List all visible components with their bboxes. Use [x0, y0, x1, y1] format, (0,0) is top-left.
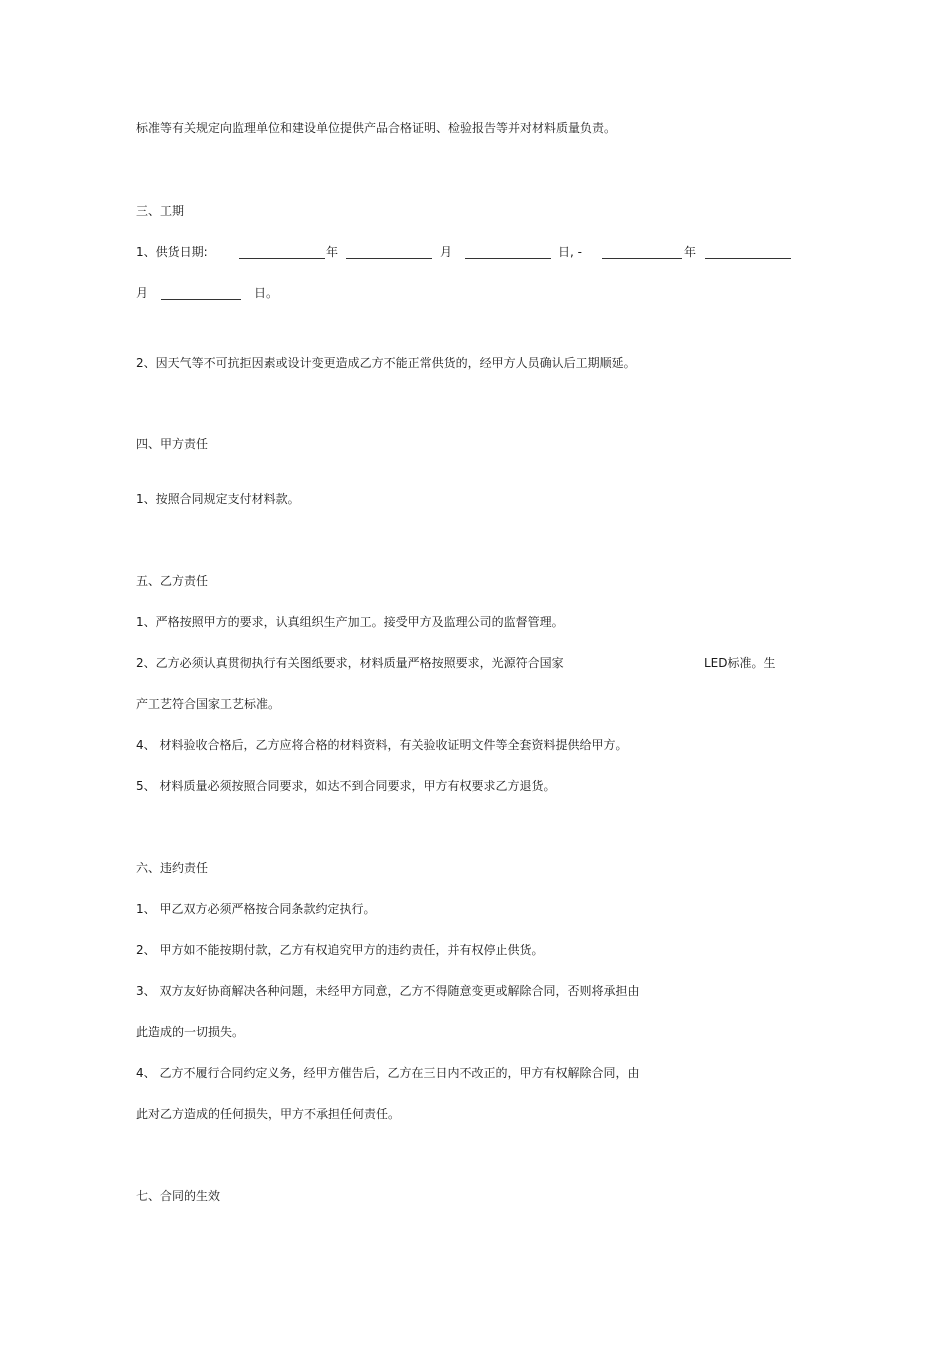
section5-item2-cont: 产工艺符合国家工艺标准。 — [136, 697, 281, 711]
year-label-1: 年 — [326, 245, 339, 259]
section6-item1: 1、 甲乙双方必须严格按合同条款约定执行。 — [136, 902, 376, 916]
blank-year-2 — [602, 258, 682, 259]
section5-item2-led: LED标准。生 — [704, 656, 776, 670]
section4-heading: 四、甲方责任 — [136, 437, 209, 451]
section3-heading: 三、工期 — [136, 204, 185, 218]
blank-year-1 — [239, 258, 325, 259]
year-label-2: 年 — [684, 245, 697, 259]
intro-line: 标准等有关规定向监理单位和建设单位提供产品合格证明、检验报告等并对材料质量负责。 — [136, 121, 617, 135]
section6-item2: 2、 甲方如不能按期付款，乙方有权追究甲方的违约责任，并有权停止供货。 — [136, 943, 544, 957]
section3-item2: 2、因天气等不可抗拒因素或设计变更造成乙方不能正常供货的，经甲方人员确认后工期顺延。 — [136, 356, 636, 370]
section5-item1: 1、严格按照甲方的要求，认真组织生产加工。接受甲方及监理公司的监督管理。 — [136, 615, 564, 629]
section4-item1: 1、按照合同规定支付材料款。 — [136, 492, 300, 506]
month-label-2: 月 — [136, 286, 149, 300]
section7-heading: 七、合同的生效 — [136, 1189, 221, 1203]
day-label-1: 日, - — [558, 245, 582, 259]
section5-heading: 五、乙方责任 — [136, 574, 209, 588]
blank-day-2 — [161, 299, 241, 300]
supply-date-label: 1、供货日期: — [136, 245, 208, 259]
section5-item4: 4、 材料验收合格后，乙方应将合格的材料资料，有关验收证明文件等全套资料提供给甲方。 — [136, 738, 628, 752]
blank-day-1 — [465, 258, 551, 259]
section5-item2: 2、乙方必须认真贯彻执行有关图纸要求，材料质量严格按照要求，光源符合国家 — [136, 656, 564, 670]
month-label-1: 月 — [440, 245, 453, 259]
blank-month-1 — [346, 258, 432, 259]
section6-heading: 六、违约责任 — [136, 861, 209, 875]
day-label-2: 日。 — [254, 286, 279, 300]
blank-month-2 — [705, 258, 791, 259]
section6-item3-cont: 此造成的一切损失。 — [136, 1025, 245, 1039]
section6-item4: 4、 乙方不履行合同约定义务，经甲方催告后，乙方在三日内不改正的，甲方有权解除合同，由 — [136, 1066, 640, 1080]
section5-item5: 5、 材料质量必须按照合同要求，如达不到合同要求，甲方有权要求乙方退货。 — [136, 779, 556, 793]
section6-item3: 3、 双方友好协商解决各种问题，未经甲方同意，乙方不得随意变更或解除合同，否则将承担由 — [136, 984, 640, 998]
section6-item4-cont: 此对乙方造成的任何损失，甲方不承担任何责任。 — [136, 1107, 401, 1121]
